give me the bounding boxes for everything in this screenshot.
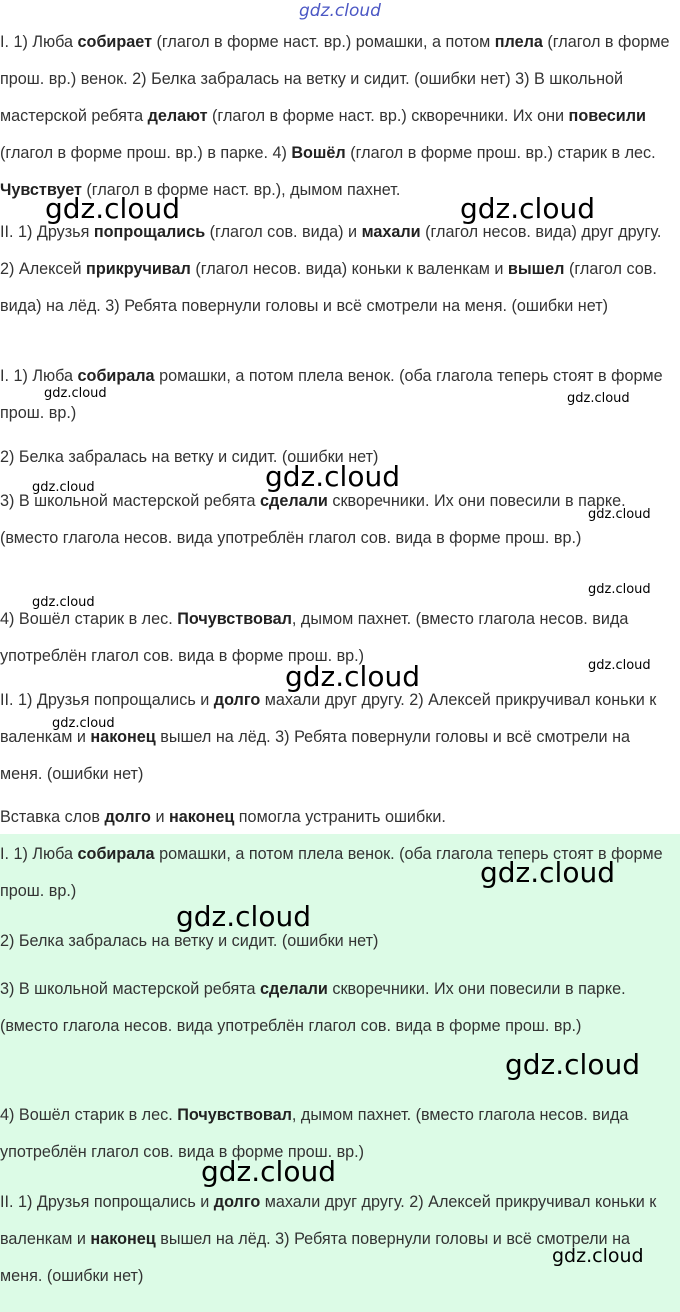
watermark: gdz.cloud: [45, 192, 180, 225]
text: , дымом пахнет. (вместо глагола несов. вида употреблён глагол сов. вида в форме прош. вр.): [0, 610, 629, 665]
text: (глагол в форме наст. вр.) ромашки, а потом: [152, 33, 495, 51]
text: махали друг другу. 2) Алексей прикручивал коньки к валенкам и: [0, 691, 657, 746]
watermark: gdz.cloud: [44, 386, 107, 401]
bold-word: долго: [213, 1193, 261, 1211]
text: , дымом пахнет. (вместо глагола несов. вида употреблён глагол сов. вида в форме прош. вр.): [0, 1106, 629, 1161]
watermark: gdz.cloud: [567, 391, 630, 406]
text: скворечники. Их они повесили в парке. (вместо глагола несов. вида употреблён глагол сов. вида в форме прош. вр.): [0, 492, 626, 547]
text: 2) Белка забралась на ветку и сидит. (ошибки нет): [0, 932, 379, 950]
bold-word: Вошёл: [291, 144, 346, 162]
watermark: gdz.cloud: [588, 507, 651, 522]
text: скворечники. Их они повесили в парке. (вместо глагола несов. вида употреблён глагол сов. вида в форме прош. вр.): [0, 980, 626, 1035]
site-header-logo[interactable]: gdz.cloud: [299, 1, 381, 21]
watermark: gdz.cloud: [505, 1048, 640, 1081]
watermark: gdz.cloud: [32, 595, 95, 610]
paragraph-answer-3: [0, 483, 678, 557]
text: 3) В школьной мастерской ребята: [0, 980, 261, 998]
paragraph-conclusion: [0, 799, 674, 836]
text: (глагол несов. вида) друг другу. 2) Алексей: [0, 223, 662, 278]
bold-word: наконец: [169, 808, 235, 826]
bold-word: Почувствовал: [177, 1106, 292, 1124]
watermark: gdz.cloud: [265, 460, 400, 493]
bold-word: прикручивал: [86, 260, 191, 278]
text: I. 1) Люба: [0, 367, 78, 385]
watermark: gdz.cloud: [176, 900, 311, 933]
text: 4) Вошёл старик в лес.: [0, 610, 178, 628]
text: ромашки, а потом плела венок. (оба глагола теперь стоят в форме прош. вр.): [0, 367, 663, 422]
watermark: gdz.cloud: [588, 658, 651, 673]
bold-word: собирала: [77, 845, 155, 863]
text: (глагол в форме наст. вр.) скворечники. Их они: [207, 107, 569, 125]
paragraph-task-2: [0, 214, 672, 325]
paragraph-answer-green-2: [0, 923, 664, 960]
paragraph-answer-5: [0, 682, 674, 793]
text: вышел на лёд. 3) Ребята повернули головы и всё смотрели на меня. (ошибки нет): [0, 728, 631, 783]
text: II. 1) Друзья попрощались и: [0, 1193, 214, 1211]
bold-word: плела: [494, 33, 543, 51]
text: Вставка слов: [0, 808, 105, 826]
bold-word: сделали: [260, 492, 328, 510]
bold-word: сделали: [260, 980, 328, 998]
bold-word: вышел: [507, 260, 565, 278]
watermark: gdz.cloud: [32, 480, 95, 495]
bold-word: повесили: [568, 107, 646, 125]
bold-word: Чувствует: [0, 181, 82, 199]
text: и: [150, 808, 169, 826]
bold-word: долго: [104, 808, 151, 826]
text: махали друг другу. 2) Алексей прикручивал коньки к валенкам и: [0, 1193, 657, 1248]
paragraph-task-1: [0, 24, 672, 209]
text: II. 1) Друзья попрощались и: [0, 691, 214, 709]
text: 2) Белка забралась на ветку и сидит. (ошибки нет): [0, 448, 379, 466]
watermark: gdz.cloud: [285, 660, 420, 693]
bold-word: собирает: [77, 33, 152, 51]
text: помогла устранить ошибки.: [234, 808, 446, 826]
paragraph-answer-green-3: [0, 971, 664, 1045]
text: 4) Вошёл старик в лес.: [0, 1106, 178, 1124]
bold-word: собирала: [77, 367, 155, 385]
bold-word: делают: [147, 107, 208, 125]
text: (глагол в форме прош. вр.) старик в лес.: [345, 144, 656, 162]
bold-word: махали: [361, 223, 421, 241]
watermark: gdz.cloud: [52, 716, 115, 731]
bold-word: долго: [213, 691, 261, 709]
text: I. 1) Люба: [0, 845, 78, 863]
bold-word: наконец: [90, 728, 156, 746]
text: (глагол в форме наст. вр.), дымом пахнет.: [81, 181, 401, 199]
watermark: gdz.cloud: [588, 582, 651, 597]
bold-word: Почувствовал: [177, 610, 292, 628]
watermark: gdz.cloud: [201, 1155, 336, 1188]
bold-word: попрощались: [93, 223, 206, 241]
text: (глагол несов. вида) коньки к валенкам и: [190, 260, 508, 278]
watermark: gdz.cloud: [460, 192, 595, 225]
watermark: gdz.cloud: [480, 856, 615, 889]
text: вышел на лёд. 3) Ребята повернули головы и всё смотрели на меня. (ошибки нет): [0, 1230, 631, 1285]
text: (глагол сов. вида) и: [205, 223, 362, 241]
text: ромашки, а потом плела венок. (оба глагола теперь стоят в форме прош. вр.): [0, 845, 663, 900]
text: II. 1) Друзья: [0, 223, 94, 241]
text: 3) В школьной мастерской ребята: [0, 492, 261, 510]
text: I. 1) Люба: [0, 33, 78, 51]
bold-word: наконец: [90, 1230, 156, 1248]
text: (глагол в форме прош. вр.) в парке. 4): [0, 144, 292, 162]
text: (глагол в форме прош. вр.) венок. 2) Белка забралась на ветку и сидит. (ошибки нет) 3) В школьной мастерской ребята: [0, 33, 670, 125]
paragraph-answer-green-5: [0, 1184, 664, 1295]
watermark: gdz.cloud: [552, 1245, 644, 1267]
text: (глагол сов. вида) на лёд. 3) Ребята повернули головы и всё смотрели на меня. (ошибки нет): [0, 260, 657, 315]
